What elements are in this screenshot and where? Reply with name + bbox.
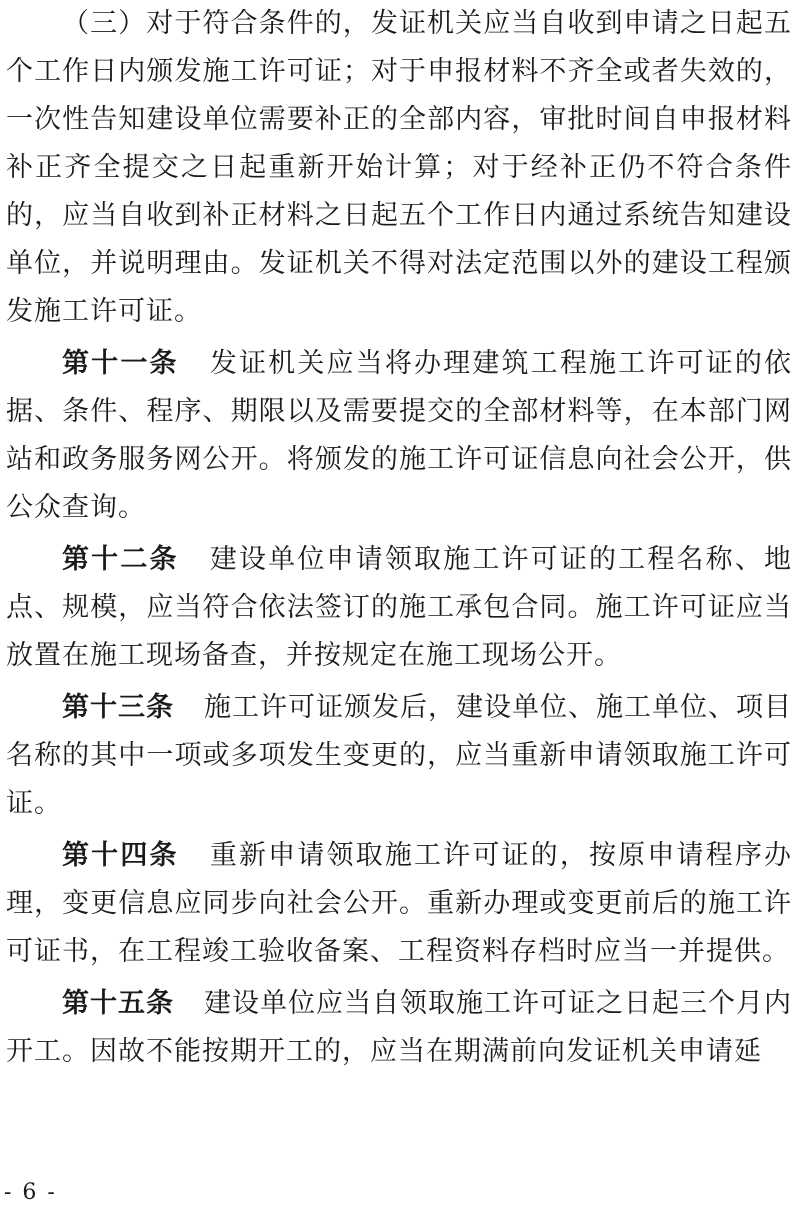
article-11-text: 发证机关应当将办理建筑工程施工许可证的依据、条件、程序、期限以及需要提交的全部材料等，在本部门网站和政务服务网公开。将颁发的施工许可证信息向社会公开，供公众查询。 — [6, 348, 793, 523]
article-14-title: 第十四条 — [62, 840, 179, 871]
article-12-title: 第十二条 — [62, 544, 179, 575]
article-15 — [6, 980, 792, 1076]
paragraph-clause-3 — [6, 0, 792, 336]
article-12-text: 建设单位申请领取施工许可证的工程名称、地点、规模，应当符合依法签订的施工承包合同。施工许可证应当放置在施工现场备查，并按规定在施工现场公开。 — [6, 544, 793, 671]
article-13-title: 第十三条 — [62, 692, 174, 723]
article-11-title: 第十一条 — [62, 348, 179, 379]
article-15-title: 第十五条 — [62, 988, 174, 1019]
document-body — [6, 0, 792, 1076]
article-14-text: 重新申请领取施工许可证的，按原申请程序办理，变更信息应同步向社会公开。重新办理或变更前后的施工许可证书，在工程竣工验收备案、工程资料存档时应当一并提供。 — [6, 840, 793, 967]
article-11 — [6, 340, 792, 532]
article-13-text: 施工许可证颁发后，建设单位、施工单位、项目名称的其中一项或多项发生变更的，应当重新申请领取施工许可证。 — [6, 692, 792, 819]
article-13 — [6, 684, 792, 828]
paragraph-text: （三）对于符合条件的，发证机关应当自收到申请之日起五个工作日内颁发施工许可证；对于申报材料不齐全或者失效的，一次性告知建设单位需要补正的全部内容，审批时间自申报材料补正齐全提交之日起重新开始计算；对于经补正仍不符合条件的，应当自收到补正材料之日起五个工作日内通过系统告知建设单位，并说明理由。发证机关不得对法定范围以外的建设工程颁发施工许可证。 — [6, 8, 792, 327]
article-12 — [6, 536, 792, 680]
article-15-text: 建设单位应当自领取施工许可证之日起三个月内开工。因故不能按期开工的，应当在期满前向发证机关申请延 — [6, 988, 792, 1067]
page-number: - 6 - — [4, 1180, 57, 1205]
article-14 — [6, 832, 792, 976]
